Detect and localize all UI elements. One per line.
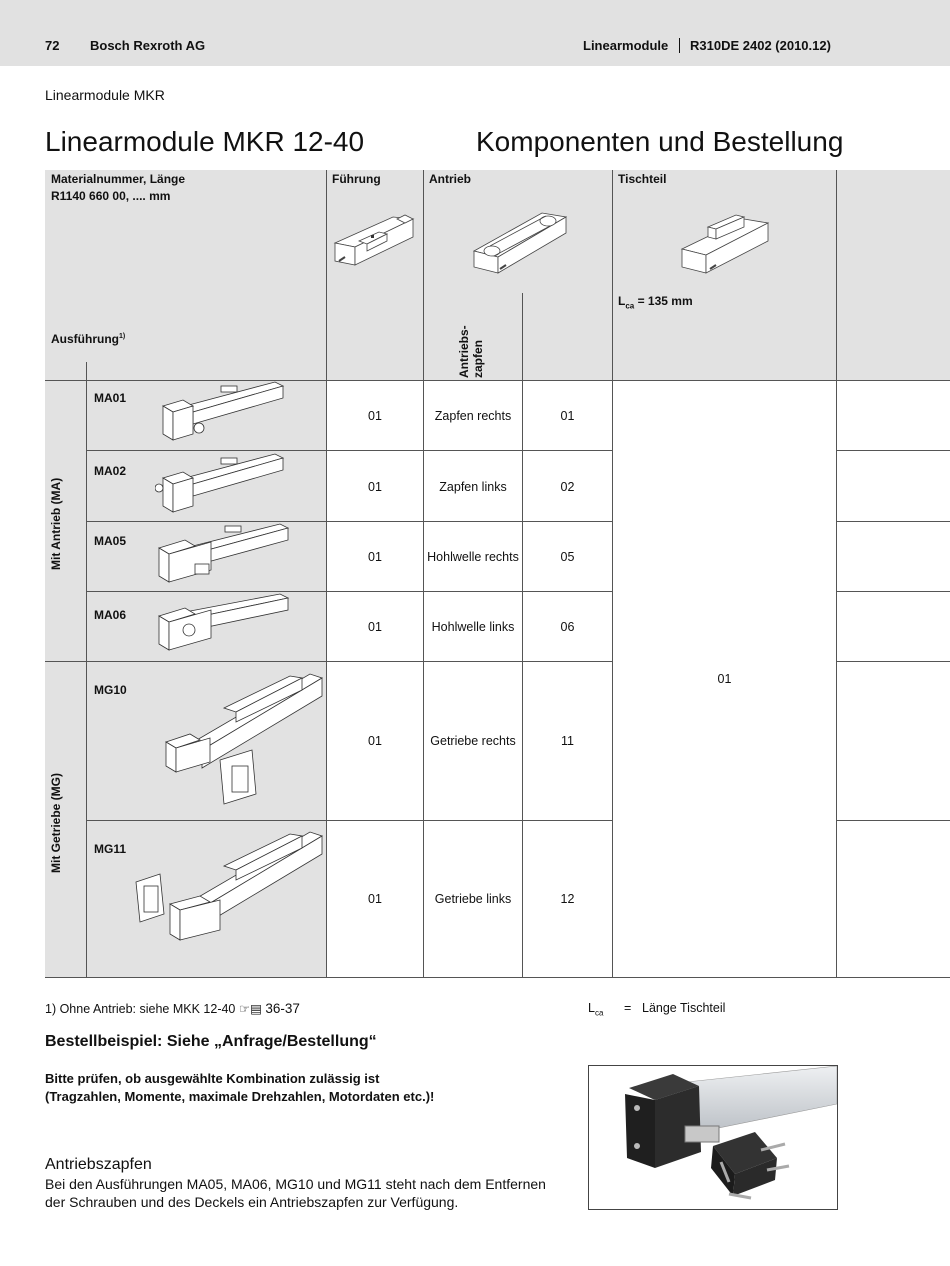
row-code: MA06 [94, 608, 127, 622]
row-code: MG10 [94, 683, 127, 697]
zapfen-value: 05 [560, 550, 575, 564]
col-header-antrieb: Antrieb [429, 172, 471, 186]
col-header-tischteil: Tischteil [618, 172, 667, 186]
antrieb-illustration [470, 205, 570, 275]
antrieb-value: Hohlwelle rechts [427, 550, 519, 564]
antriebszapfen-header: Antriebs- zapfen [457, 325, 485, 378]
mg11-illustration [130, 822, 325, 972]
legend-meaning: Länge Tischteil [642, 1001, 726, 1015]
zapfen-value: 02 [560, 480, 575, 494]
ma05-illustration [155, 522, 290, 588]
pointing-hand-icon: ☞ [238, 1002, 251, 1016]
section-label: Linearmodule MKR [45, 87, 165, 103]
zapfen-value: 12 [560, 892, 575, 906]
fuehrung-value: 01 [368, 892, 382, 906]
ma02-illustration [155, 452, 285, 518]
drive-journal-photo [589, 1066, 837, 1209]
antrieb-value: Getriebe rechts [430, 734, 516, 748]
tischteil-value: 01 [717, 672, 732, 686]
row-code: MG11 [94, 842, 127, 856]
zapfen-value: 11 [561, 734, 574, 748]
fuehrung-illustration [333, 205, 415, 267]
fuehrung-value: 01 [368, 409, 382, 423]
group-label-mg: Mit Getriebe (MG) [49, 772, 63, 873]
header-divider [679, 38, 680, 53]
fuehrung-value: 01 [368, 620, 382, 634]
row-code: MA01 [94, 391, 127, 405]
ausfuehrung-label: Ausführung$^{1)}$ [51, 332, 126, 346]
fuehrung-value: 01 [368, 550, 382, 564]
mg10-illustration [160, 664, 325, 814]
company-name: Bosch Rexroth AG [90, 38, 206, 53]
antrieb-value: Hohlwelle links [431, 620, 515, 634]
header-band [0, 0, 950, 66]
col-header-fuehrung: Führung [332, 172, 381, 186]
page-number: 72 [45, 38, 60, 53]
zapfen-value: 06 [560, 620, 575, 634]
row-code: MA02 [94, 464, 127, 478]
antrieb-value: Zapfen rechts [434, 409, 512, 423]
page-subtitle: Komponenten und Bestellung [476, 126, 844, 157]
ma06-illustration [155, 592, 290, 658]
tischteil-illustration [680, 205, 770, 275]
footnote: 1) Ohne Antrieb: siehe MKK 12-40 ☞▤ 36-37 [45, 1001, 300, 1016]
doc-reference: R310DE 2402 (2010.12) [690, 38, 831, 53]
header-section: Linearmodule [583, 38, 669, 53]
antriebszapfen-heading: Antriebszapfen [45, 1156, 152, 1173]
row-code: MA05 [94, 534, 127, 548]
product-photo [588, 1065, 838, 1210]
group-label-ma: Mit Antrieb (MA) [49, 477, 63, 570]
fuehrung-value: 01 [368, 480, 382, 494]
book-icon: ▤ [250, 1002, 262, 1016]
legend-equals: = [624, 1001, 632, 1015]
page-title: Linearmodule MKR 12-40 [45, 126, 365, 157]
legend-symbol: $L_{ca}$ [588, 1001, 604, 1018]
order-example-heading: Bestellbeispiel: Siehe „Anfrage/Bestellung“ [45, 1033, 377, 1050]
antriebszapfen-text: Bei den Ausführungen MA05, MA06, MG10 und MG11 steht nach dem Entfernen der Schrauben und des Deckels ein Antriebszapfen zur Verfügung. [45, 1176, 546, 1210]
col-header-material: Materialnummer, Länge R1140 660 00, .... mm [51, 172, 186, 203]
ma01-illustration [155, 380, 285, 446]
zapfen-value: 01 [560, 409, 575, 423]
antrieb-value: Zapfen links [439, 480, 507, 494]
fuehrung-value: 01 [368, 734, 382, 748]
antrieb-value: Getriebe links [434, 892, 512, 906]
lca-value: $L_{ca} = 135$ mm [618, 294, 693, 311]
check-note: Bitte prüfen, ob ausgewählte Kombination zulässig ist (Tragzahlen, Momente, maximale Drehzahlen, Motordaten etc.)! [45, 1071, 435, 1104]
